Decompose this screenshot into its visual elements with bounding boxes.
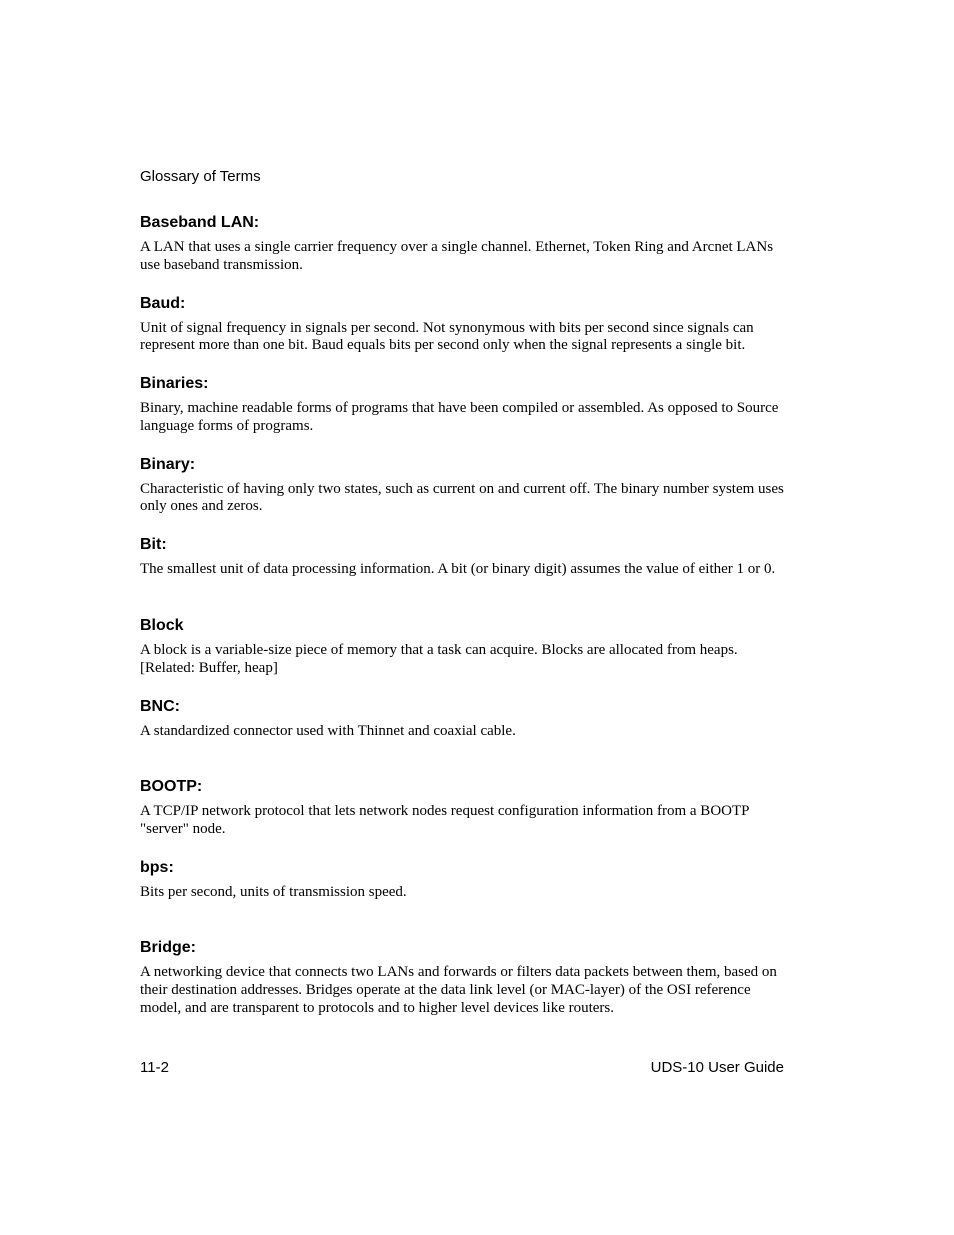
- glossary-entry-bps: [140, 858, 790, 939]
- term-definition: A block is a variable-size piece of memory that a task can acquire. Blocks are allocated from heaps. [Related: Buffer, heap]: [140, 641, 738, 676]
- term-definition: Unit of signal frequency in signals per second. Not synonymous with bits per second since signals can represent more than one bit. Baud equals bits per second only when the signal represents a single bit.: [140, 319, 754, 354]
- term-definition: A networking device that connects two LANs and forwards or filters data packets between them, based on their destination addresses. Bridges operate at the data link level (or MAC-layer) of the OSI reference model, and are transparent to protocols and to higher level devices like routers.: [140, 964, 777, 1016]
- glossary-entry-baseband-lan: [140, 213, 790, 294]
- glossary-entry-binaries: [140, 374, 790, 455]
- term-title: Bridge:: [140, 939, 196, 957]
- term-title: Baud:: [140, 294, 186, 312]
- term-definition: The smallest unit of data processing information. A bit (or binary digit) assumes the value of either 1 or 0.: [140, 561, 776, 578]
- term-definition: A LAN that uses a single carrier frequency over a single channel. Ethernet, Token Ring and Arcnet LANs use baseband transmission.: [140, 239, 774, 273]
- glossary-entry-bit: [140, 535, 790, 616]
- term-definition: A standardized connector used with Thinnet and coaxial cable.: [140, 722, 516, 739]
- glossary-entry-bootp: [140, 777, 790, 858]
- page-header: Glossary of Terms: [140, 168, 261, 185]
- term-title: Block: [140, 616, 184, 634]
- term-definition: Characteristic of having only two states, such as current on and current off. The binary number system uses only ones and zeros.: [140, 480, 784, 515]
- glossary-entry-binary: [140, 455, 790, 536]
- glossary-list: [140, 213, 790, 1019]
- term-title: Bit:: [140, 536, 167, 554]
- term-title: BOOTP:: [140, 778, 203, 796]
- term-definition: A TCP/IP network protocol that lets network nodes request configuration information from a BOOTP "server" node.: [140, 803, 749, 837]
- term-title: Binary:: [140, 455, 196, 473]
- term-title: Binaries:: [140, 375, 209, 393]
- term-title: bps:: [140, 858, 174, 876]
- page-number: 11-2: [140, 1059, 169, 1076]
- glossary-entry-bnc: [140, 697, 790, 778]
- glossary-entry-bridge: [140, 938, 790, 1019]
- term-definition: Bits per second, units of transmission speed.: [140, 883, 407, 900]
- glossary-entry-baud: [140, 294, 790, 375]
- term-definition: Binary, machine readable forms of programs that have been compiled or assembled. As opposed to Source language forms of programs.: [140, 400, 779, 434]
- document-title: UDS-10 User Guide: [650, 1059, 784, 1076]
- term-title: Baseband LAN:: [140, 214, 260, 231]
- glossary-entry-block: [140, 616, 790, 697]
- term-title: BNC:: [140, 697, 180, 715]
